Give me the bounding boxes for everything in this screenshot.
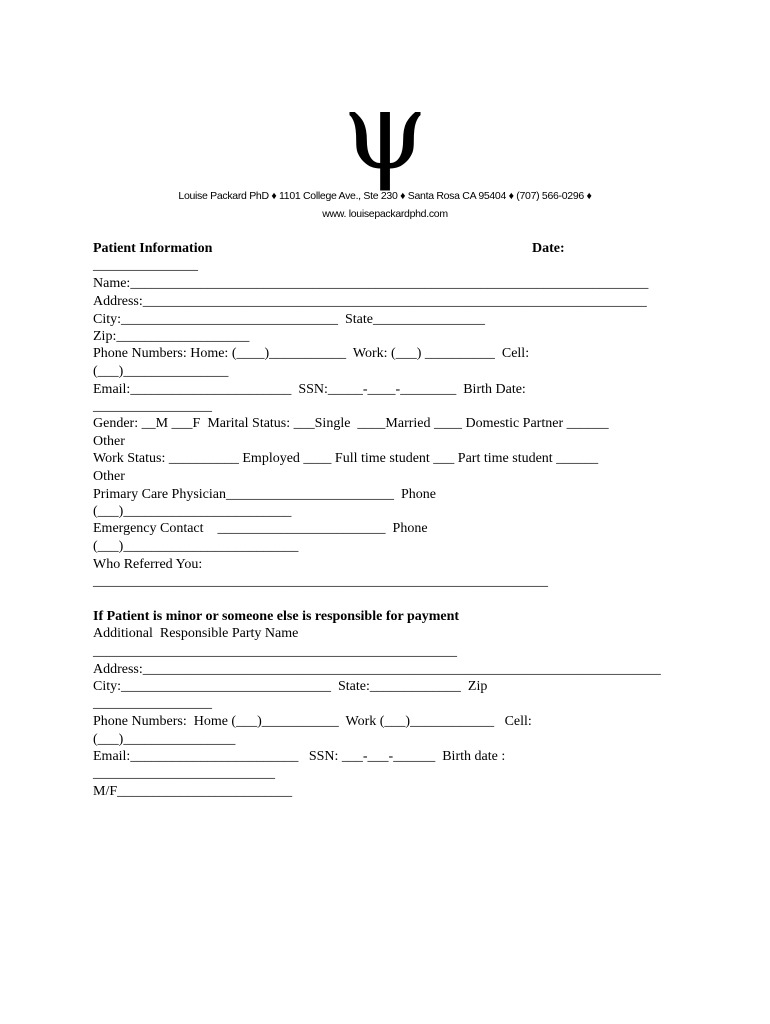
- responsible-party-name-label: Additional Responsible Party Name: [93, 626, 299, 641]
- responsible-zip-blank[interactable]: _________________: [93, 696, 212, 711]
- marital-other-label: Other: [93, 434, 125, 449]
- date-label: Date:: [532, 241, 565, 256]
- responsible-phone-numbers-field[interactable]: Phone Numbers: Home (___)___________ Work (___)____________ Cell:: [93, 714, 532, 729]
- birthdate-blank[interactable]: _________________: [93, 399, 212, 414]
- phone-numbers-field[interactable]: Phone Numbers: Home: (____)___________ Work: (___) __________ Cell:: [93, 346, 530, 361]
- email-ssn-birthdate-field[interactable]: Email:_______________________ SSN:_____-____-________ Birth Date:: [93, 382, 526, 397]
- practice-website: www. louisepackardphd.com: [322, 208, 448, 220]
- name-field[interactable]: Name:__________________________________________________________________________: [93, 276, 649, 291]
- gender-marital-status-field[interactable]: Gender: __M ___F Marital Status: ___Single ____Married ____ Domestic Partner ______: [93, 416, 609, 431]
- work-other-label: Other: [93, 469, 125, 484]
- responsible-cell-field[interactable]: (___)________________: [93, 732, 236, 747]
- responsible-mf-field[interactable]: M/F_________________________: [93, 784, 293, 799]
- primary-care-physician-field[interactable]: Primary Care Physician________________________ Phone: [93, 487, 436, 502]
- referral-blank[interactable]: _________________________________________________________________: [93, 574, 548, 589]
- responsible-address-field[interactable]: Address:__________________________________________________________________________: [93, 662, 661, 677]
- date-blank[interactable]: _______________: [93, 258, 198, 273]
- work-status-field[interactable]: Work Status: __________ Employed ____ Full time student ___ Part time student ______: [93, 451, 599, 466]
- responsible-email-ssn-birthdate-field[interactable]: Email:________________________ SSN: ___-___-______ Birth date :: [93, 749, 506, 764]
- practice-address-line: Louise Packard PhD ♦ 1101 College Ave., Ste 230 ♦ Santa Rosa CA 95404 ♦ (707) 566-0296 ♦: [178, 190, 592, 202]
- emergency-contact-field[interactable]: Emergency Contact ________________________ Phone: [93, 521, 428, 536]
- responsible-city-state-zip-field[interactable]: City:______________________________ State:_____________ Zip: [93, 679, 488, 694]
- physician-phone-field[interactable]: (___)________________________: [93, 504, 292, 519]
- zip-field[interactable]: Zip:___________________: [93, 329, 250, 344]
- patient-information-heading: Patient Information: [93, 241, 213, 256]
- city-state-field[interactable]: City:_______________________________ State________________: [93, 312, 485, 327]
- logo-psi-symbol: ψ: [342, 69, 428, 194]
- emergency-phone-field[interactable]: (___)_________________________: [93, 539, 299, 554]
- address-field[interactable]: Address:________________________________________________________________________: [93, 294, 647, 309]
- cell-phone-field[interactable]: (___)_______________: [93, 364, 229, 379]
- responsible-party-heading: If Patient is minor or someone else is responsible for payment: [93, 609, 460, 624]
- responsible-birthdate-blank[interactable]: __________________________: [93, 766, 275, 781]
- responsible-party-name-blank[interactable]: ____________________________________________________: [93, 644, 457, 659]
- who-referred-you-label: Who Referred You:: [93, 557, 203, 572]
